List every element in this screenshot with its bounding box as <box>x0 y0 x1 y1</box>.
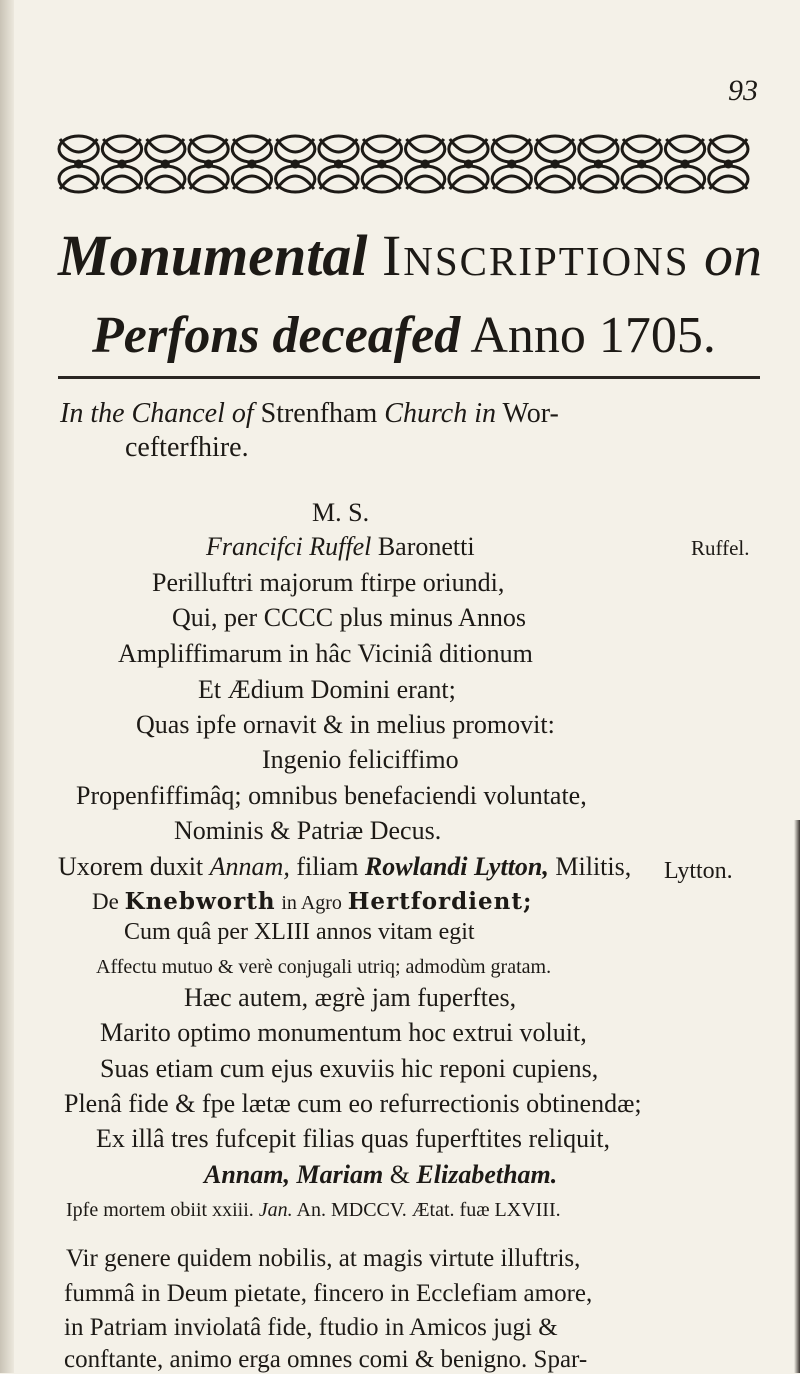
inscription-line: Cum quâ per XLIII annos vitam egit <box>124 919 475 945</box>
de-line: De Knebworth in Agro Hertfordient; <box>92 888 533 915</box>
inscription-line: Perilluftri majorum ftirpe oriundi, <box>152 568 505 597</box>
title-anno: Anno 1705. <box>470 307 716 364</box>
title-persons-deceased: Perfons deceafed <box>92 307 461 364</box>
page-edge-shadow <box>794 820 800 1373</box>
inscription-line: Quas ipfe ornavit & in melius promovit: <box>136 710 555 739</box>
title-on: on <box>704 223 763 288</box>
inscription-line: Qui, per CCCC plus minus Annos <box>172 603 526 632</box>
epitaph-line: Vir genere quidem nobilis, at magis virtute illuftris, <box>66 1245 581 1272</box>
inscription-line: Et Ædium Domini erant; <box>198 675 456 704</box>
inscription-line: Propenfiffimâq; omnibus benefaciendi voluntate, <box>76 781 587 810</box>
title-rule <box>58 376 760 379</box>
epitaph-line: conftante, animo erga omnes comi & benigno. Spar- <box>64 1346 588 1373</box>
uxorem-line: Uxorem duxit Annam, filiam Rowlandi Lytton, Militis, <box>58 852 632 881</box>
title-monumental: Monumental <box>58 223 368 288</box>
epitaph-line: in Patriam inviolatâ fide, ftudio in Amicos jugi & <box>64 1314 558 1341</box>
page-gutter <box>0 0 14 1373</box>
epitaph-line: fummâ in Deum pietate, fincero in Ecclefiam amore, <box>64 1280 593 1307</box>
inscription-line: Hæc autem, ægrè jam fuperftes, <box>184 983 517 1012</box>
obiit-line: Ipfe mortem obiit xxiii. Jan. An. MDCCV. Ætat. fuæ LXVIII. <box>66 1199 561 1221</box>
margin-note-ruffel: Ruffel. <box>691 536 750 560</box>
inscription-line: Suas etiam cum ejus exuviis hic reponi cupiens, <box>100 1054 599 1083</box>
ms-line: M. S. <box>312 498 370 527</box>
heading-line-1: In the Chancel of Strenfham Church in Wor- <box>60 398 559 429</box>
margin-note-lytton: Lytton. <box>664 858 733 884</box>
inscription-line: Ingenio feliciffimo <box>262 745 459 774</box>
page-number: 93 <box>728 74 758 107</box>
inscription-line: Plenâ fide & fpe lætæ cum eo refurrectionis obtinendæ; <box>64 1089 642 1118</box>
inscription-line: Marito optimo monumentum hoc extrui voluit, <box>100 1018 587 1047</box>
inscription-line: Ampliffimarum in hâc Viciniâ ditionum <box>118 639 533 668</box>
ornamental-band-icon <box>57 131 750 198</box>
name-line: Francifci Ruffel Baronetti <box>206 532 475 561</box>
inscription-line: Ex illâ tres fufcepit filias quas fuperftites reliquit, <box>96 1124 611 1153</box>
inscription-line: Nominis & Patriæ Decus. <box>174 816 442 845</box>
title-line-1 <box>58 222 762 289</box>
daughters-line: Annam, Mariam & Elizabetham. <box>204 1160 558 1189</box>
title-inscriptions: Inscriptions <box>381 223 690 288</box>
title-line-2 <box>92 306 716 365</box>
inscription-line: Affectu mutuo & verè conjugali utriq; admodùm gratam. <box>96 956 552 978</box>
heading-line-2: cefterfhire. <box>125 432 249 463</box>
